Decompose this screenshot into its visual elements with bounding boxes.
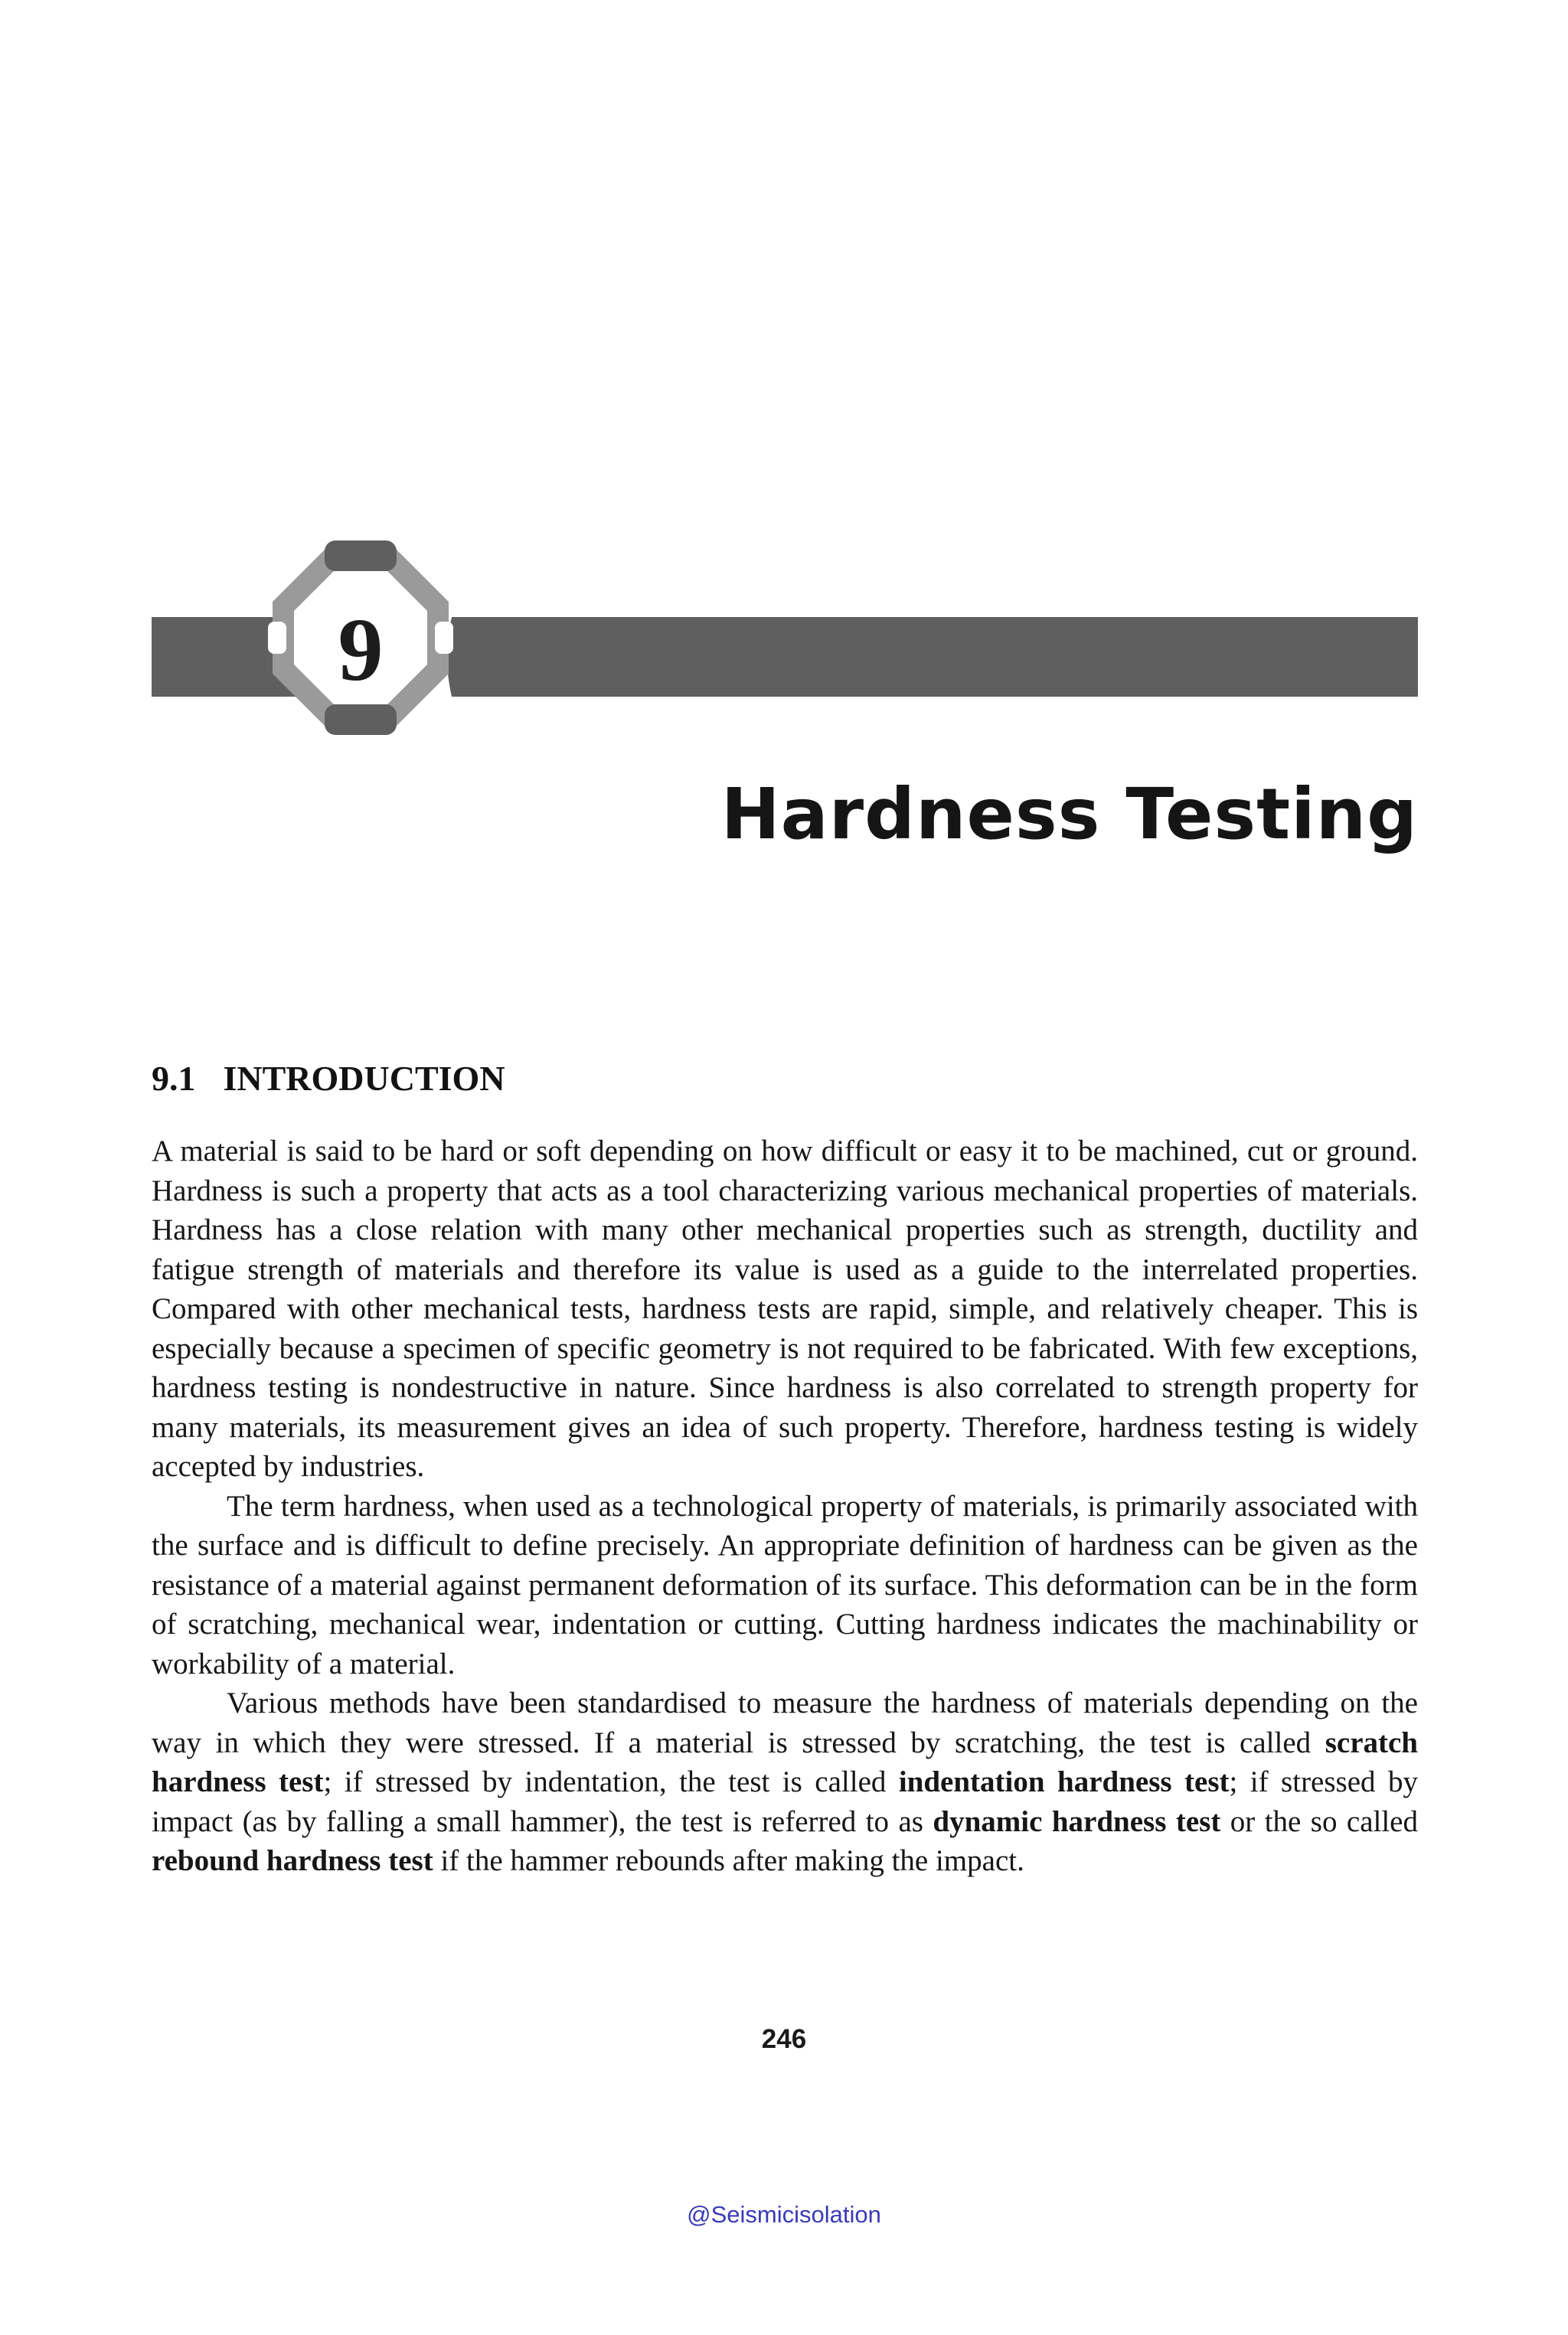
body-text [152,1132,1418,1881]
banner-bar-right [447,617,1418,697]
paragraph-3-text: or the so called [1220,1804,1418,1838]
paragraph-3-text: if the hammer rebounds after making the impact. [433,1844,1024,1877]
paragraph-3 [152,1683,1418,1881]
section-heading [152,1058,505,1099]
paragraph-3-text: ; if stressed by indentation, the test is called [323,1765,899,1798]
paragraph-3-text: ; if stressed by impact (as by falling a small hammer), the test is referred to as [152,1765,1418,1838]
chapter-number-badge [268,540,453,735]
watermark: @Seismicisolation [687,2201,881,2228]
term-rebound-hardness-test: rebound hardness test [152,1844,433,1877]
section-number: 9.1 [152,1059,196,1098]
chapter-number: 9 [338,599,384,700]
page-number: 246 [761,2024,807,2054]
chapter-banner [0,0,1568,842]
term-indentation-hardness-test: indentation hardness test [898,1765,1230,1798]
paragraph-1: A material is said to be hard or soft depending on how difficult or easy it to be machined, cut or ground. Hardness is such a property that acts as a tool characterizing various mechanical properties of materials. Hardness has a close relation with many other mechanical properties such as strength, ductility and fatigue strength of materials and therefore its value is used as a guide to the interrelated properties. Compared with other mechanical tests, hardness tests are rapid, simple, and relatively cheaper. This is especially because a specimen of specific geometry is not required to be fabricated. With few exceptions, hardness testing is nondestructive in nature. Since hardness is also correlated to strength property for many materials, its measurement gives an idea of such property. Therefore, hardness testing is widely accepted by industries. [152,1135,1418,1483]
chapter-title: Hardness Testing [720,773,1418,855]
term-dynamic-hardness-test: dynamic hardness test [933,1804,1221,1838]
section-title: INTRODUCTION [223,1059,505,1098]
paragraph-3-text: Various methods have been standardised to measure the hardness of materials depending on the way in which they were stressed. If a material is stressed by scratching, the test is called [152,1687,1418,1759]
term-scratch-hardness-test: scratch hardness test [152,1726,1418,1798]
paragraph-2: The term hardness, when used as a technological property of materials, is primarily associated with the surface and is difficult to define precisely. An appropriate definition of hardness can be given as the resistance of a material against permanent deformation of its surface. This deformation can be in the form of scratching, mechanical wear, indentation or cutting. Cutting hardness indicates the machinability or workability of a material. [152,1489,1418,1680]
